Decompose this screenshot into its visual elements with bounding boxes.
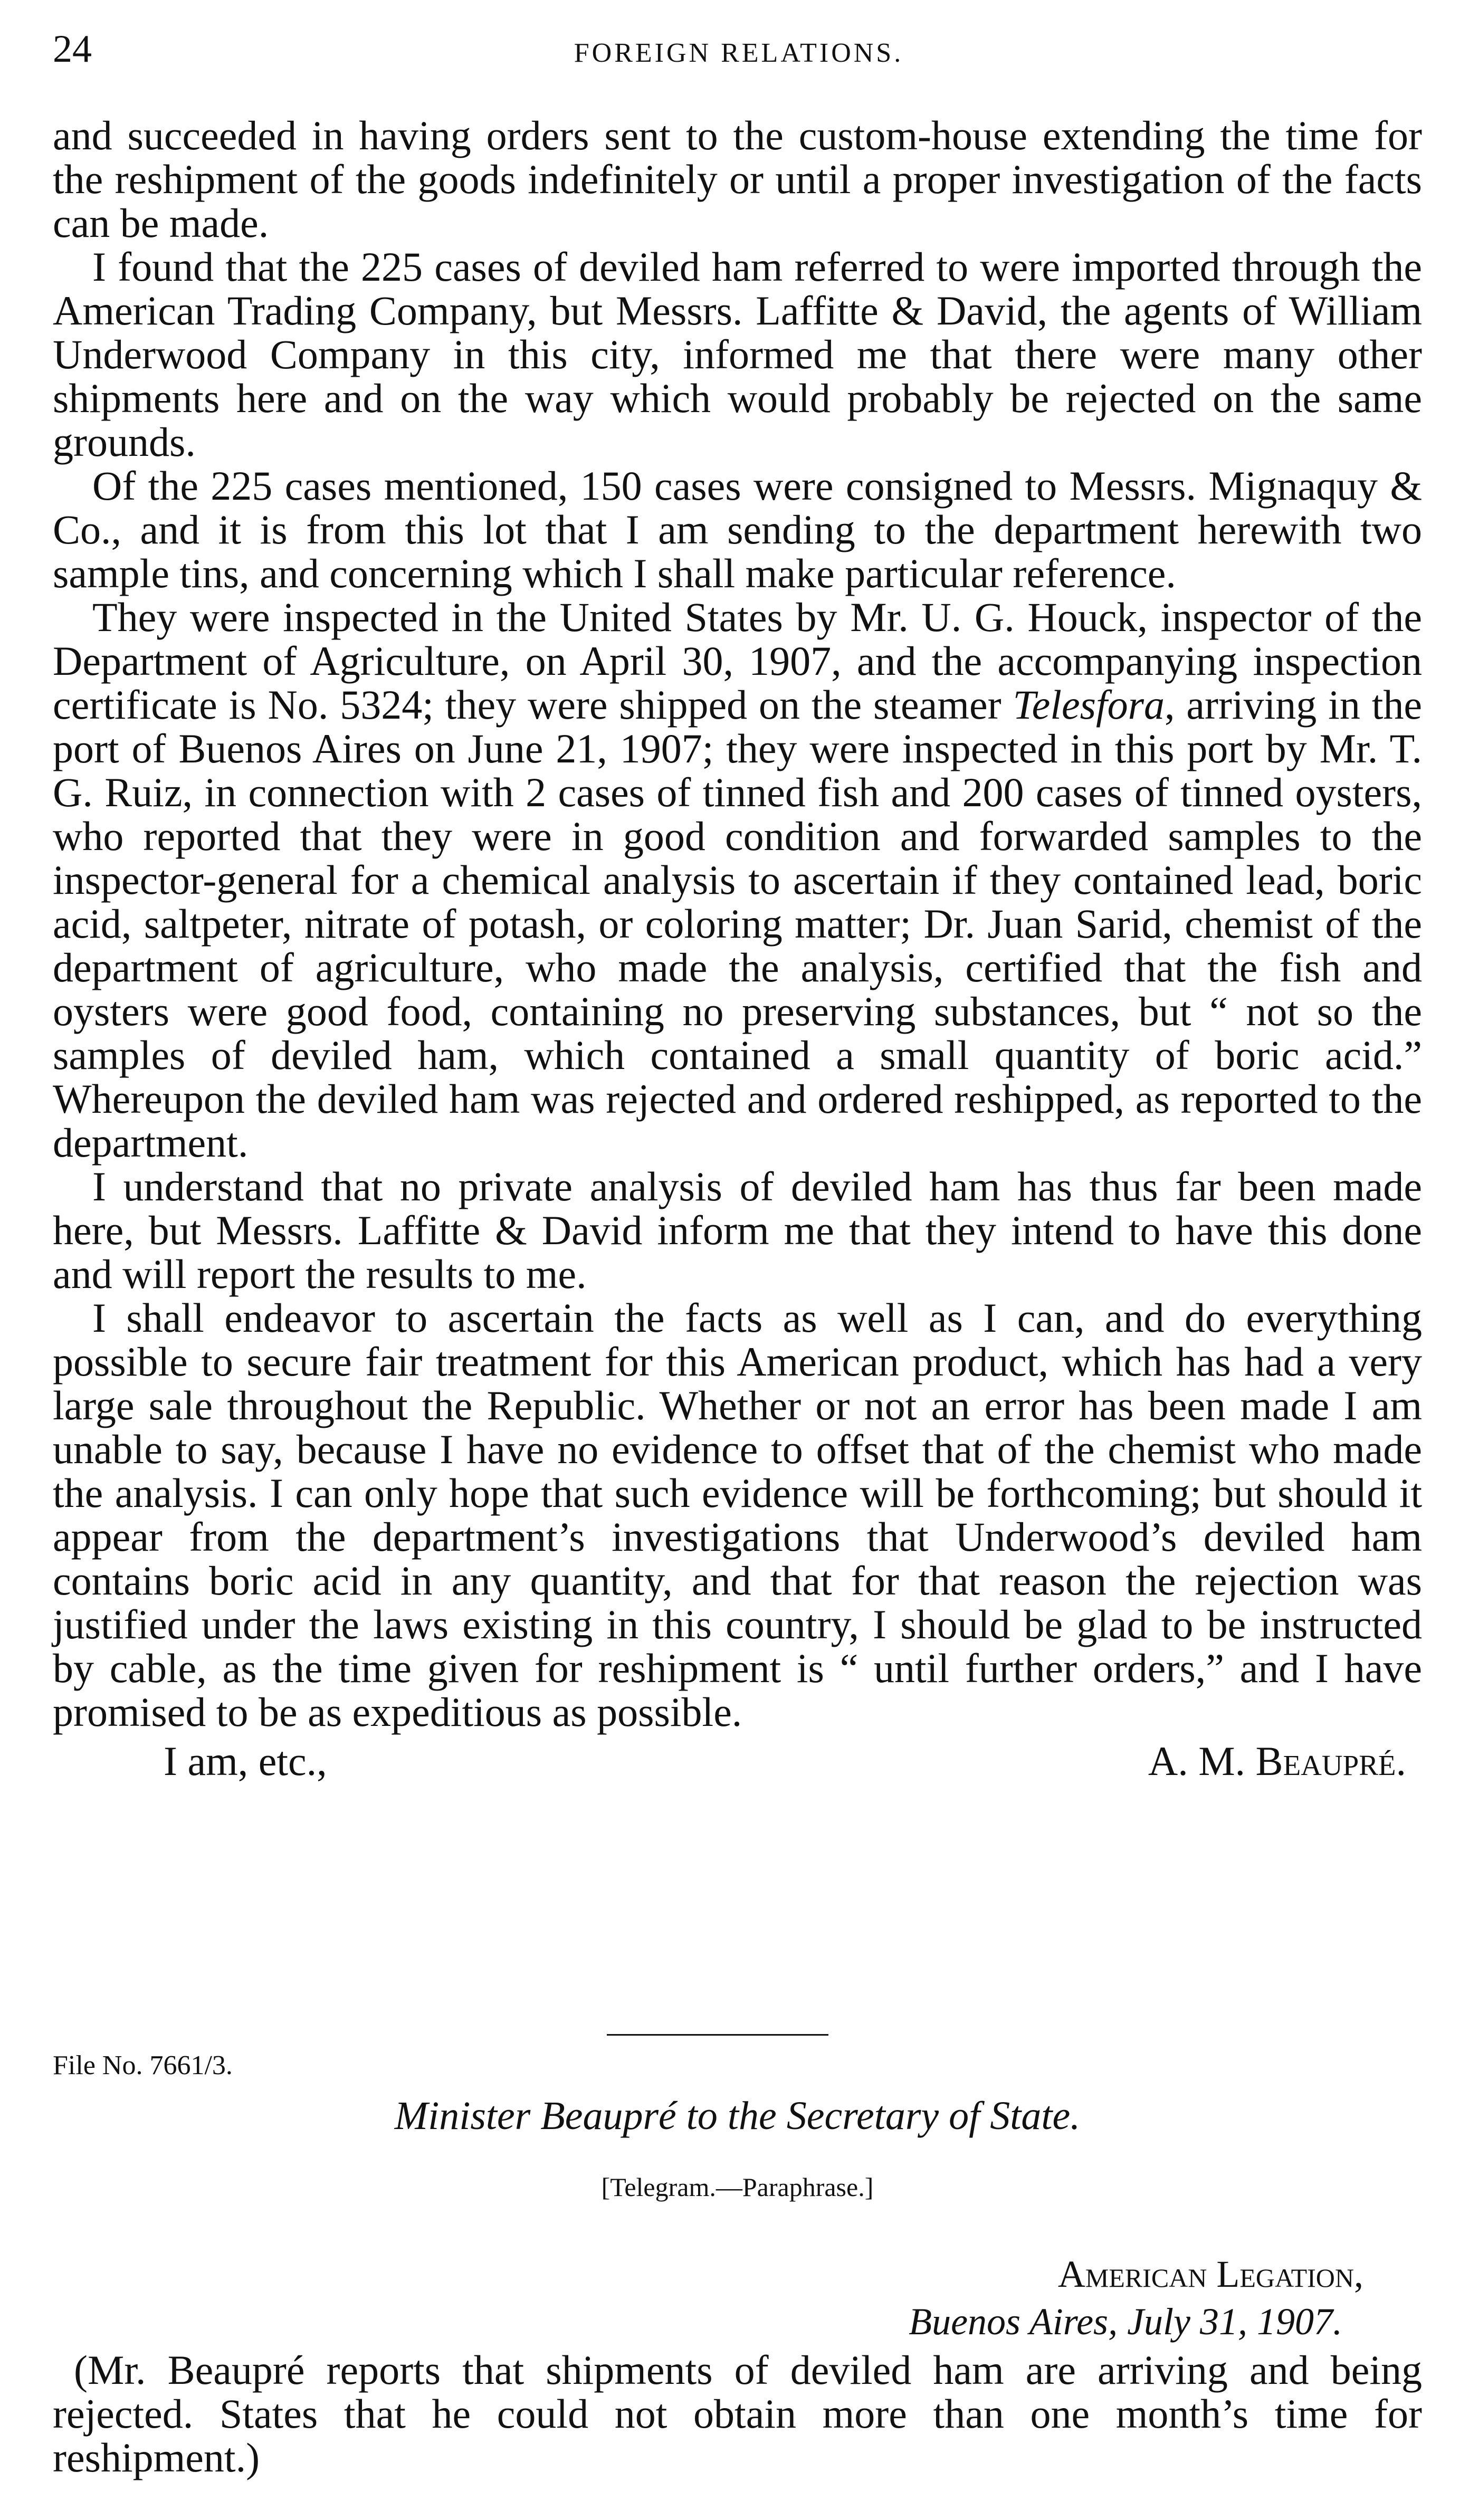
- letter-body: [53, 113, 1422, 1783]
- address-place: Buenos Aires: [909, 2301, 1109, 2343]
- address-block: [909, 2250, 1363, 2345]
- paragraph-3: Of the 225 cases mentioned, 150 cases were consigned to Messrs. Mignaquy & Co., and it is from this lot that I am sending to the department herewith two sample tins, and concerning which I shall make particular reference.: [53, 463, 1422, 596]
- telegram-body: [53, 2348, 1422, 2479]
- ship-name: Telesfora: [1013, 682, 1165, 728]
- paragraph-5: I understand that no private analysis of deviled ham has thus far been made here, but Messrs. Laffitte & David inform me that they intend to have this done and will report the results to me.: [53, 1163, 1422, 1297]
- page-number: 24: [53, 27, 92, 71]
- file-number: File No. 7661/3.: [53, 2050, 233, 2080]
- paragraph-4-part-1: They were inspected in the United States by Mr. U. G. Houck, inspector of the Department of Agriculture, on April 30, 1907, and the accompanying inspection certificate is No. 5324; they were shipped on the steamer: [53, 594, 1422, 728]
- telegram-paragraph: (Mr. Beaupré reports that shipments of deviled ham are arriving and being rejected. States that he could not obtain more than one month’s time for reshipment.): [53, 2347, 1422, 2480]
- document-subheading: [Telegram.—Paraphrase.]: [601, 2172, 874, 2202]
- paragraph-4-part-2: , arriving in the port of Buenos Aires on June 21, 1907; they were inspected in this port by Mr. T. G. Ruiz, in connection with 2 cases of tinned fish and 200 cases of tinned oysters, who reported that they were in good condition and forwarded samples to the inspector-general for a chemical analysis to ascertain if they contained lead, boric acid, saltpeter, nitrate of potash, or coloring matter; Dr. Juan Sarid, chemist of the department of agriculture, who made the analysis, certified that the fish and oysters were good food, containing no preserving substances, but “ not so the samples of deviled ham, which contained a small quantity of boric acid.” Whereupon the deviled ham was rejected and ordered reshipped, as reported to the department.: [53, 682, 1423, 1166]
- paragraph-1: and succeeded in having orders sent to the custom-house extending the time for the reshipment of the goods indefinitely or until a proper investigation of the facts can be made.: [53, 112, 1422, 246]
- closing-line: [53, 1739, 1422, 1783]
- signature: A. M. Beaupré.: [1148, 1738, 1406, 1784]
- paragraph-4: [53, 595, 1422, 1164]
- running-head: [53, 25, 1425, 73]
- paragraph-2: I found that the 225 cases of deviled ham referred to were imported through the American Trading Company, but Messrs. Laffitte & David, the agents of William Underwood Company in this city, informed me that there were many other shipments here and on the way which would probably be rejected on the same grounds.: [53, 244, 1422, 465]
- section-divider: [607, 2034, 828, 2036]
- paragraph-6: I shall endeavor to ascertain the facts as well as I can, and do everything possible to secure fair treatment for this American product, which has had a very large sale throughout the Republic. Whether or not an error has been made I am unable to say, because I have no evidence to offset that of the chemist who made the analysis. I can only hope that such evidence will be forthcoming; but should it appear from the department’s investigations that Underwood’s deviled ham contains boric acid in any quantity, and that for that reason the rejection was justified under the laws existing in this country, I should be glad to be instructed by cable, as the time given for reshipment is “ until further orders,” and I have promised to be as expeditious as possible.: [53, 1295, 1422, 1735]
- document-heading: Minister Beaupré to the Secretary of State.: [394, 2094, 1081, 2138]
- complimentary-close: I am, etc.,: [164, 1738, 327, 1784]
- address-date: , July 31, 1907.: [1108, 2301, 1342, 2343]
- running-title: FOREIGN RELATIONS.: [574, 38, 904, 68]
- address-legation: American Legation,: [1057, 2253, 1363, 2295]
- address-place-date: [909, 2298, 1363, 2345]
